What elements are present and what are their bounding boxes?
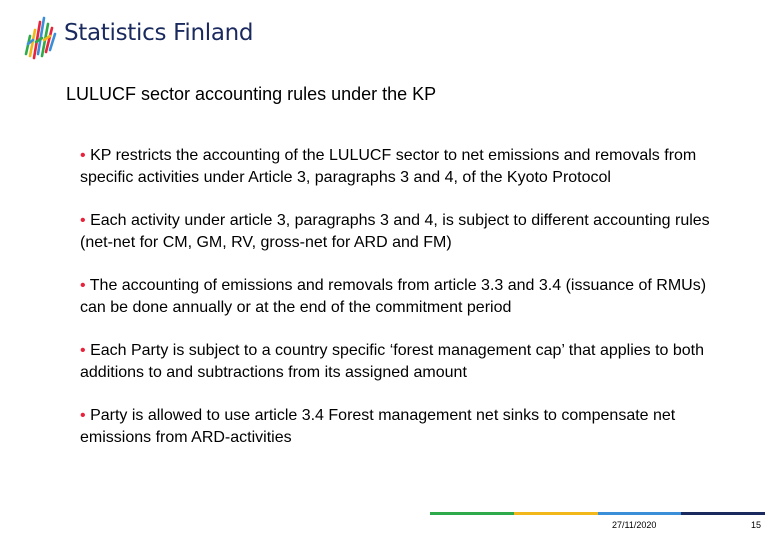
bullet-marker: • xyxy=(80,407,86,424)
bullet-marker: • xyxy=(80,147,86,164)
footer-date: 27/11/2020 xyxy=(612,520,657,530)
bullet-text: Each Party is subject to a country specific ‘forest management cap’ that applies to both additions to and subtractions from its assigned amount xyxy=(80,342,705,381)
footer-stripe-yellow xyxy=(514,512,598,515)
bullet-item xyxy=(80,275,720,319)
footer-stripe-blue xyxy=(598,512,682,515)
footer-stripe xyxy=(430,512,765,515)
bullet-item xyxy=(80,340,720,384)
footer-stripe-green xyxy=(430,512,514,515)
slide-title: LULUCF sector accounting rules under the KP xyxy=(66,84,437,104)
bullet-item xyxy=(80,405,720,449)
bullet-text: Party is allowed to use article 3.4 Forest management net sinks to compensate net emissions from ARD-activities xyxy=(80,407,676,446)
bullet-text: Each activity under article 3, paragraphs 3 and 4, is subject to different accounting rules (net-net for CM, GM, RV, gross-net for ARD and FM) xyxy=(80,212,710,251)
bullet-list xyxy=(80,145,720,449)
bullet-item xyxy=(80,145,720,189)
bullet-text: KP restricts the accounting of the LULUCF sector to net emissions and removals from specific activities under Article 3, paragraphs 3 and 4, of the Kyoto Protocol xyxy=(80,147,697,186)
logo-mark-icon xyxy=(24,14,58,60)
bullet-text: The accounting of emissions and removals from article 3.3 and 3.4 (issuance of RMUs) can be done annually or at the end of the commitment period xyxy=(80,277,707,316)
bullet-item xyxy=(80,210,720,254)
bullet-marker: • xyxy=(80,212,86,229)
page-number: 15 xyxy=(751,520,762,530)
footer-stripe-navy xyxy=(681,512,765,515)
bullet-marker: • xyxy=(80,277,86,294)
bullet-marker: • xyxy=(80,342,86,359)
statistics-finland-logo xyxy=(24,14,274,60)
logo-wordmark: Statistics Finland xyxy=(64,20,254,46)
